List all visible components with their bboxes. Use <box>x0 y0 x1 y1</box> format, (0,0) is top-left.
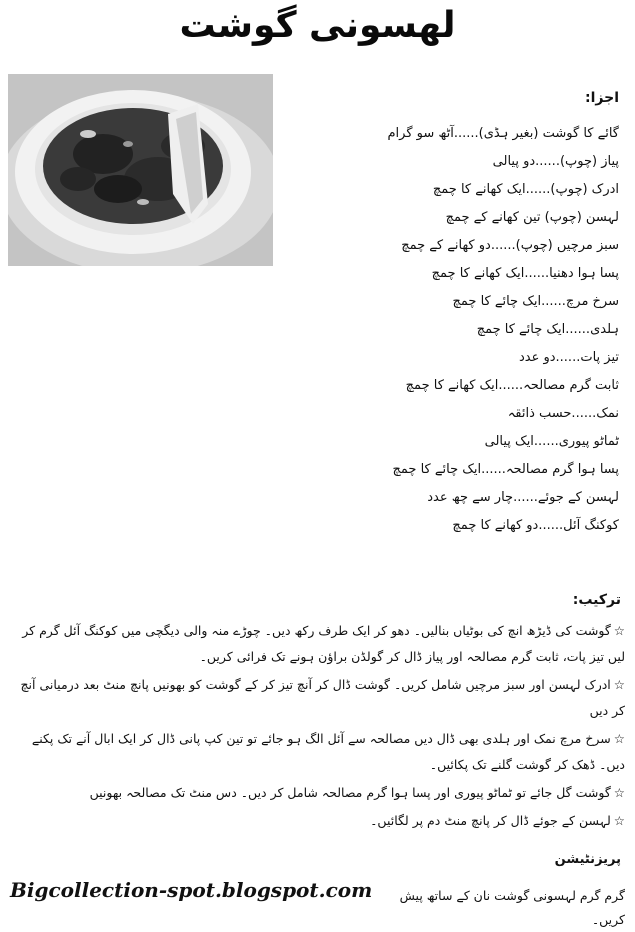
method-step-text: سرخ مرچ نمک اور ہلدی بھی ڈال دیں مصالحہ سے آئل الگ ہو جائے تو تین کپ پانی ڈال کر ایک ابال آنے تک پکنے دیں۔ ڈھک کر گوشت گلنے تک پکائیں۔ <box>31 731 625 772</box>
ingredient-item: کوکنگ آئل......دو کھانے کا چمچ <box>452 518 619 533</box>
method-steps <box>6 618 625 836</box>
ingredient-item: لہسن (چوپ) تین کھانے کے چمچ <box>445 210 619 225</box>
ingredient-item: سبز مرچیں (چوپ)......دو کھانے کے چمچ <box>401 238 619 253</box>
method-step <box>6 726 625 778</box>
method-step <box>6 672 625 724</box>
ingredient-item: تیز پات......دو عدد <box>518 350 619 365</box>
ingredient-item: گائے کا گوشت (بغیر ہڈی)......آٹھ سو گرام <box>387 126 619 141</box>
method-step <box>6 780 625 806</box>
ingredient-item: پسا ہوا دھنیا......ایک کھانے کا چمچ <box>431 266 619 281</box>
ingredient-item: ہلدی......ایک چائے کا چمچ <box>476 322 619 337</box>
method-step <box>6 618 625 670</box>
ingredient-item: سرخ مرچ......ایک چائے کا چمچ <box>452 294 619 309</box>
ingredients-list <box>289 120 619 540</box>
ingredient-item: ٹماٹو پیوری......ایک پیالی <box>484 434 619 449</box>
star-icon: ☆ <box>613 813 625 828</box>
ingredients-heading: اجزا: <box>585 90 619 106</box>
footer-url: Bigcollection-spot.blogspot.com <box>10 878 373 902</box>
presentation-text: گرم گرم لہسونی گوشت نان کے ساتھ پیش کریں۔ <box>399 888 625 927</box>
ingredient-item: لہسن کے جوئے......چار سے چھ عدد <box>427 490 619 505</box>
ingredient-item: پیاز (چوپ)......دو پیالی <box>492 154 619 169</box>
method-step-text: گوشت گل جائے تو ٹماٹو پیوری اور پسا ہوا گرم مصالحہ شامل کر دیں۔ دس منٹ تک مصالحہ بھونیں <box>89 785 611 800</box>
ingredient-item: ادرک (چوپ)......ایک کھانے کا چمچ <box>432 182 619 197</box>
star-icon: ☆ <box>613 785 625 800</box>
ingredient-item: ثابت گرم مصالحہ......ایک کھانے کا چمچ <box>405 378 619 393</box>
method-step <box>6 808 625 834</box>
presentation-heading: پریزنٹیشن <box>554 852 621 867</box>
method-heading: ترکیب: <box>572 592 621 608</box>
method-step-text: گوشت کی ڈیڑھ انچ کی بوٹیاں بنالیں۔ دھو کر ایک طرف رکھ دیں۔ چوڑے منہ والی دیگچی میں کوکنگ آئل گرم کر لیں تیز پات، ثابت گرم مصالحہ اور پیاز ڈال کر گولڈن براؤن ہونے تک فرائی کریں۔ <box>22 623 625 664</box>
dish-photo <box>8 74 273 266</box>
page-title: لهسونی گوشت <box>179 5 456 46</box>
star-icon: ☆ <box>613 731 625 746</box>
star-icon: ☆ <box>613 623 625 638</box>
method-step-text: ادرک لہسن اور سبز مرچیں شامل کریں۔ گوشت ڈال کر آنچ تیز کر کے گوشت کو بھونیں پانچ منٹ بعد درمیانی آنچ کر دیں <box>20 677 625 718</box>
method-step-text: لہسن کے جوئے ڈال کر پانچ منٹ دم پر لگائیں۔ <box>370 813 611 828</box>
ingredient-item: پسا ہوا گرم مصالحہ......ایک چائے کا چمچ <box>392 462 619 477</box>
star-icon: ☆ <box>613 677 625 692</box>
ingredient-item: نمک......حسب ذائقہ <box>507 406 619 421</box>
